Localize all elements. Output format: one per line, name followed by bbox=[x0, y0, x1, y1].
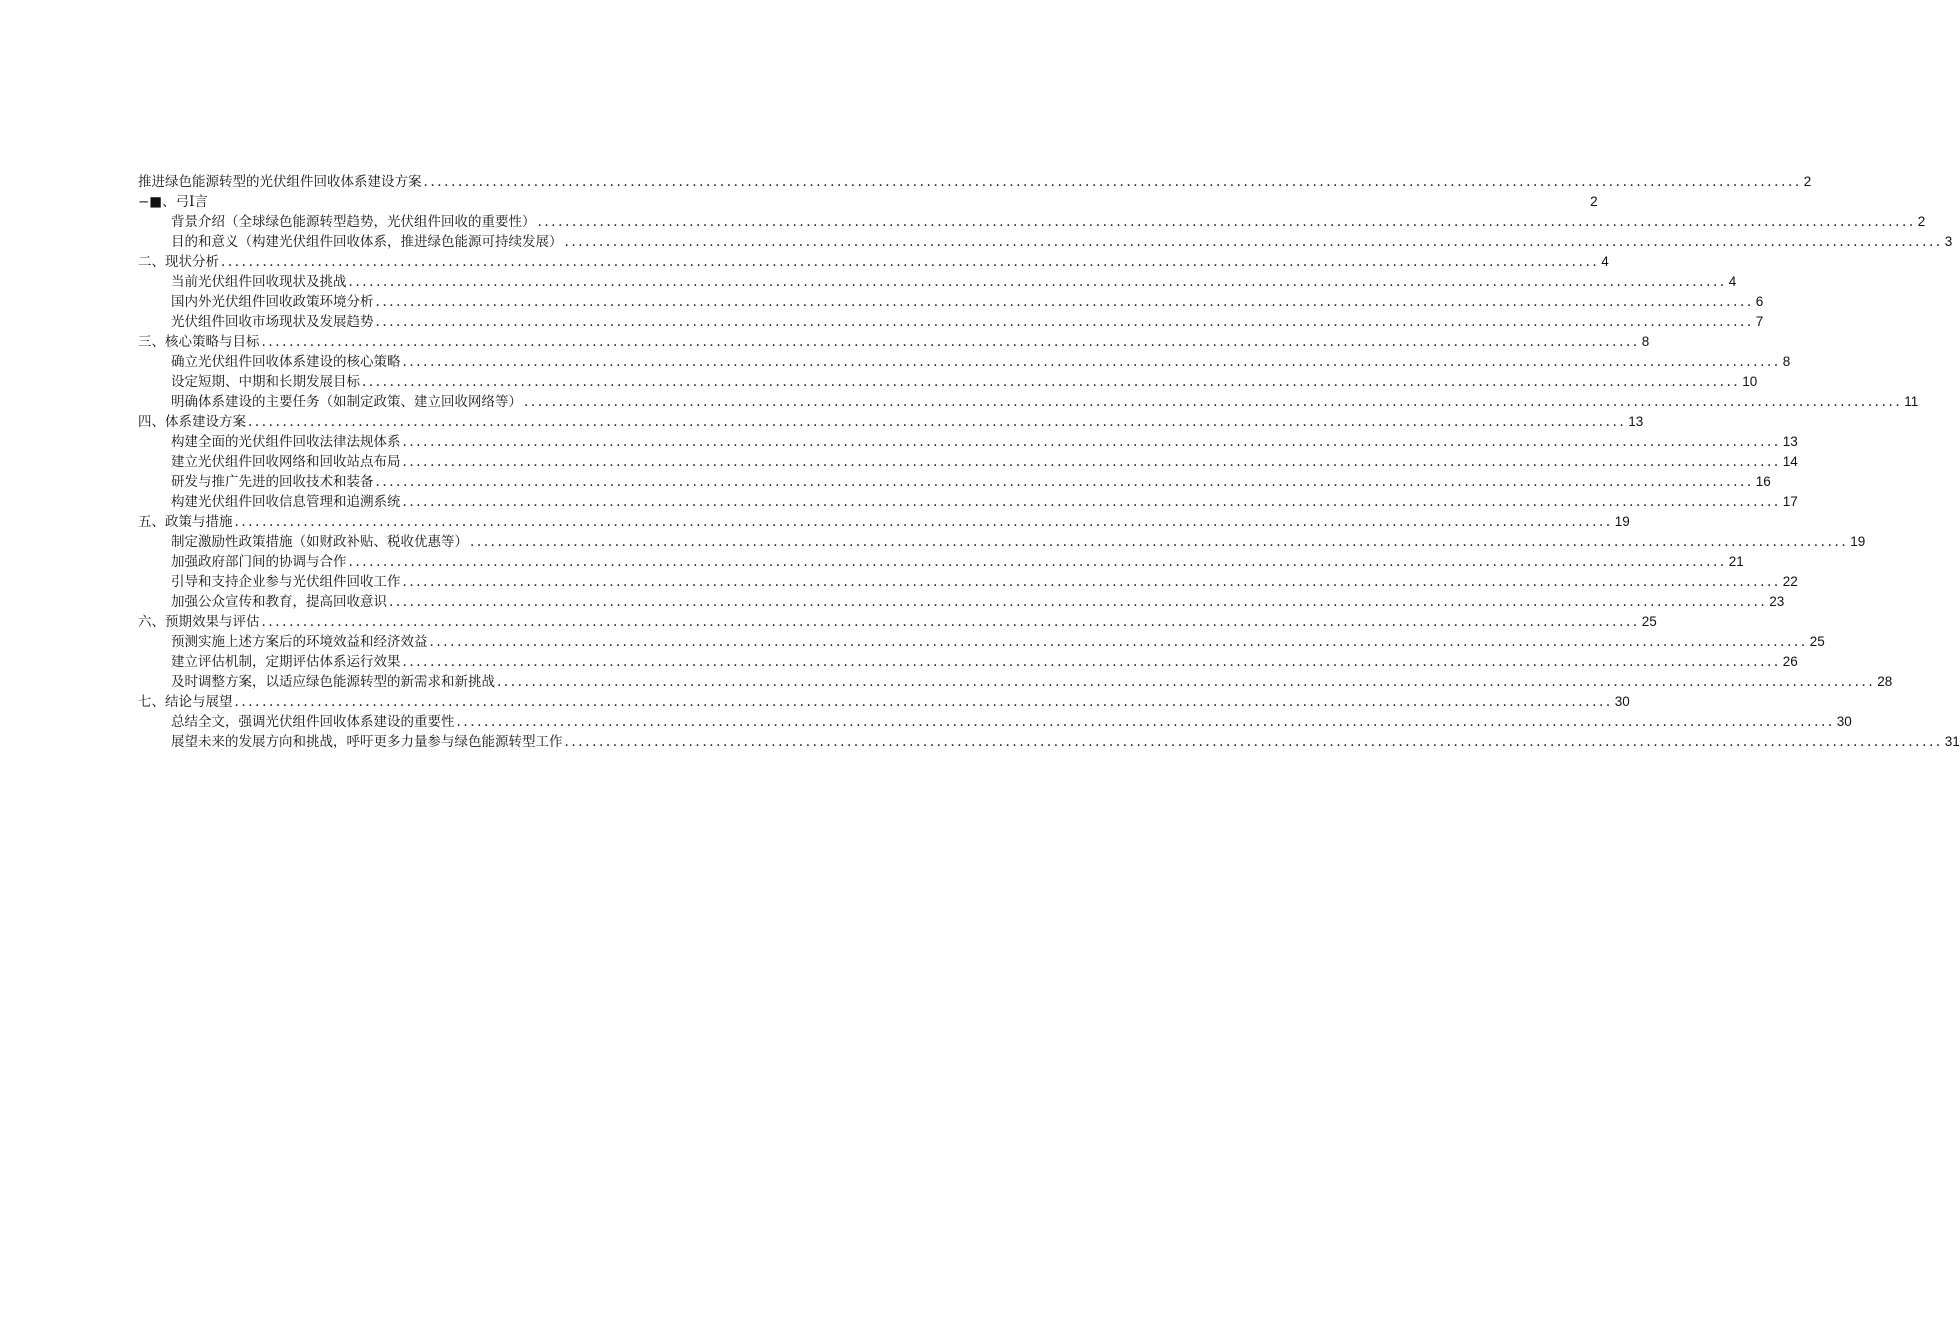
toc-page-number: 7 bbox=[1755, 314, 1764, 329]
toc-leader-dots: ........................................................................................................................................................................................................ bbox=[402, 434, 1781, 450]
toc-leader-dots: ........................................................................................................................................................................................................ bbox=[375, 474, 1754, 490]
toc-leader-dots: ........................................................................................................................................................................................................ bbox=[402, 354, 1781, 370]
toc-entry-title: 七、结论与展望 bbox=[138, 694, 233, 710]
toc-leader-dots: ........................................................................................................................................................................................................ bbox=[524, 394, 1903, 410]
toc-leader-dots: ........................................................................................................................................................................................................ bbox=[564, 734, 1943, 750]
toc-page-number: 30 bbox=[1614, 694, 1630, 709]
toc-page-number: 8 bbox=[1641, 334, 1650, 349]
toc-page-number: 28 bbox=[1877, 674, 1893, 689]
toc-page-number: 13 bbox=[1782, 434, 1798, 449]
toc-leader-dots bbox=[210, 192, 1588, 212]
toc-entry-title: 光伏组件回收市场现状及发展趋势 bbox=[171, 314, 374, 330]
toc-leader-dots: ........................................................................................................................................................................................................ bbox=[234, 694, 1613, 710]
toc-entry[interactable] bbox=[138, 732, 1960, 752]
toc-entry[interactable] bbox=[138, 592, 1785, 612]
toc-page-number: 26 bbox=[1782, 654, 1798, 669]
toc-leader-dots: ........................................................................................................................................................................................................ bbox=[402, 654, 1781, 670]
toc-page-number: 10 bbox=[1742, 374, 1758, 389]
toc-entry-title: 二、现状分析 bbox=[138, 254, 219, 270]
toc-entry[interactable] bbox=[138, 712, 1852, 732]
toc-leader-dots: ........................................................................................................................................................................................................ bbox=[348, 554, 1727, 570]
table-of-contents bbox=[138, 172, 1960, 752]
toc-leader-dots: ........................................................................................................................................................................................................ bbox=[456, 714, 1835, 730]
toc-leader-dots: ........................................................................................................................................................................................................ bbox=[537, 214, 1916, 230]
toc-entry-title: 研发与推广先进的回收技术和装备 bbox=[171, 474, 374, 490]
toc-entry-title: 目的和意义（构建光伏组件回收体系，推进绿色能源可持续发展） bbox=[171, 234, 563, 250]
toc-entry-title: 引导和支持企业参与光伏组件回收工作 bbox=[171, 574, 401, 590]
toc-entry[interactable] bbox=[138, 192, 1598, 212]
toc-leader-dots: ........................................................................................................................................................................................................ bbox=[389, 594, 1768, 610]
toc-entry-title: 预测实施上述方案后的环境效益和经济效益 bbox=[171, 634, 428, 650]
toc-entry-title: 三、核心策略与目标 bbox=[138, 334, 260, 350]
toc-leader-dots: ........................................................................................................................................................................................................ bbox=[497, 674, 1876, 690]
toc-page-number: 31 bbox=[1944, 734, 1960, 749]
toc-entry[interactable] bbox=[138, 532, 1866, 552]
toc-entry-title: 四、体系建设方案 bbox=[138, 414, 246, 430]
toc-page-number: 3 bbox=[1944, 234, 1953, 249]
toc-entry[interactable] bbox=[138, 172, 1812, 192]
toc-leader-dots: ........................................................................................................................................................................................................ bbox=[234, 514, 1613, 530]
toc-entry[interactable] bbox=[138, 352, 1791, 372]
toc-entry-title: 确立光伏组件回收体系建设的核心策略 bbox=[171, 354, 401, 370]
toc-entry-title: 背景介绍（全球绿色能源转型趋势，光伏组件回收的重要性） bbox=[171, 214, 536, 230]
toc-leader-dots: ........................................................................................................................................................................................................ bbox=[221, 254, 1600, 270]
toc-page-number: 13 bbox=[1628, 414, 1644, 429]
toc-page-number: 17 bbox=[1782, 494, 1798, 509]
toc-entry-title: 加强公众宣传和教育，提高回收意识 bbox=[171, 594, 387, 610]
toc-entry[interactable] bbox=[138, 432, 1798, 452]
toc-entry-title: 五、政策与措施 bbox=[138, 514, 233, 530]
toc-entry-title: 及时调整方案，以适应绿色能源转型的新需求和新挑战 bbox=[171, 674, 495, 690]
toc-leader-dots: ........................................................................................................................................................................................................ bbox=[402, 574, 1781, 590]
toc-page-number: 21 bbox=[1728, 554, 1744, 569]
toc-entry[interactable] bbox=[138, 232, 1953, 252]
toc-entry-title: 制定激励性政策措施（如财政补贴、税收优惠等） bbox=[171, 534, 468, 550]
toc-entry[interactable] bbox=[138, 452, 1798, 472]
toc-entry[interactable] bbox=[138, 412, 1644, 432]
toc-entry-title: 推进绿色能源转型的光伏组件回收体系建设方案 bbox=[138, 174, 422, 190]
toc-entry-title: 明确体系建设的主要任务（如制定政策、建立回收网络等） bbox=[171, 394, 522, 410]
toc-entry[interactable] bbox=[138, 512, 1630, 532]
toc-leader-dots: ........................................................................................................................................................................................................ bbox=[248, 414, 1627, 430]
toc-page-number: 4 bbox=[1728, 274, 1737, 289]
toc-entry-title: 展望未来的发展方向和挑战，呼吁更多力量参与绿色能源转型工作 bbox=[171, 734, 563, 750]
toc-page-number: 2 bbox=[1917, 214, 1926, 229]
toc-entry[interactable] bbox=[138, 492, 1798, 512]
toc-entry-title: 六、预期效果与评估 bbox=[138, 614, 260, 630]
toc-entry-title: 总结全文，强调光伏组件回收体系建设的重要性 bbox=[171, 714, 455, 730]
toc-page-number: 8 bbox=[1782, 354, 1791, 369]
toc-entry[interactable] bbox=[138, 212, 1926, 232]
toc-leader-dots: ........................................................................................................................................................................................................ bbox=[348, 274, 1727, 290]
toc-entry[interactable] bbox=[138, 692, 1630, 712]
toc-page-number: 4 bbox=[1601, 254, 1609, 269]
toc-page-number: 19 bbox=[1850, 534, 1866, 549]
toc-entry[interactable] bbox=[138, 672, 1893, 692]
toc-page-number: 14 bbox=[1782, 454, 1798, 469]
toc-entry[interactable] bbox=[138, 472, 1771, 492]
toc-page-number: 25 bbox=[1809, 634, 1825, 649]
toc-leader-dots: ........................................................................................................................................................................................................ bbox=[564, 234, 1943, 250]
toc-leader-dots: ........................................................................................................................................................................................................ bbox=[375, 314, 1754, 330]
toc-entry-title: 建立光伏组件回收网络和回收站点布局 bbox=[171, 454, 401, 470]
toc-entry-title: 当前光伏组件回收现状及挑战 bbox=[171, 274, 347, 290]
toc-leader-dots: ........................................................................................................................................................................................................ bbox=[261, 334, 1640, 350]
toc-page-number: 30 bbox=[1836, 714, 1852, 729]
toc-entry[interactable] bbox=[138, 632, 1825, 652]
toc-entry[interactable] bbox=[138, 392, 1919, 412]
toc-entry[interactable] bbox=[138, 572, 1798, 592]
toc-entry-title: 建立评估机制，定期评估体系运行效果 bbox=[171, 654, 401, 670]
toc-leader-dots: ........................................................................................................................................................................................................ bbox=[362, 374, 1741, 390]
toc-entry[interactable] bbox=[138, 552, 1744, 572]
toc-leader-dots: ........................................................................................................................................................................................................ bbox=[375, 294, 1754, 310]
toc-entry[interactable] bbox=[138, 252, 1609, 272]
toc-page-number: 23 bbox=[1769, 594, 1785, 609]
toc-entry-title: 国内外光伏组件回收政策环境分析 bbox=[171, 294, 374, 310]
toc-entry-title: 构建光伏组件回收信息管理和追溯系统 bbox=[171, 494, 401, 510]
toc-entry[interactable] bbox=[138, 332, 1650, 352]
toc-entry[interactable] bbox=[138, 652, 1798, 672]
toc-entry-title: 构建全面的光伏组件回收法律法规体系 bbox=[171, 434, 401, 450]
toc-page-number: 2 bbox=[1590, 194, 1598, 209]
toc-leader-dots: ........................................................................................................................................................................................................ bbox=[429, 634, 1808, 650]
toc-page-number: 16 bbox=[1755, 474, 1771, 489]
toc-entry-title: −■、弓I言 bbox=[138, 194, 208, 210]
toc-entry[interactable] bbox=[138, 312, 1764, 332]
toc-leader-dots: ........................................................................................................................................................................................................ bbox=[402, 454, 1781, 470]
toc-leader-dots: ........................................................................................................................................................................................................ bbox=[423, 174, 1802, 190]
toc-leader-dots: ........................................................................................................................................................................................................ bbox=[402, 494, 1781, 510]
toc-page-number: 2 bbox=[1803, 174, 1812, 189]
toc-page-number: 25 bbox=[1641, 614, 1657, 629]
toc-entry-title: 加强政府部门间的协调与合作 bbox=[171, 554, 347, 570]
toc-entry[interactable] bbox=[138, 372, 1758, 392]
toc-page-number: 22 bbox=[1782, 574, 1798, 589]
toc-entry[interactable] bbox=[138, 272, 1737, 292]
toc-page-number: 19 bbox=[1614, 514, 1630, 529]
toc-page-number: 11 bbox=[1904, 394, 1919, 409]
toc-entry[interactable] bbox=[138, 612, 1657, 632]
toc-leader-dots: ........................................................................................................................................................................................................ bbox=[470, 534, 1849, 550]
toc-page-number: 6 bbox=[1755, 294, 1764, 309]
toc-entry[interactable] bbox=[138, 292, 1764, 312]
toc-entry-title: 设定短期、中期和长期发展目标 bbox=[171, 374, 360, 390]
toc-leader-dots: ........................................................................................................................................................................................................ bbox=[261, 614, 1640, 630]
